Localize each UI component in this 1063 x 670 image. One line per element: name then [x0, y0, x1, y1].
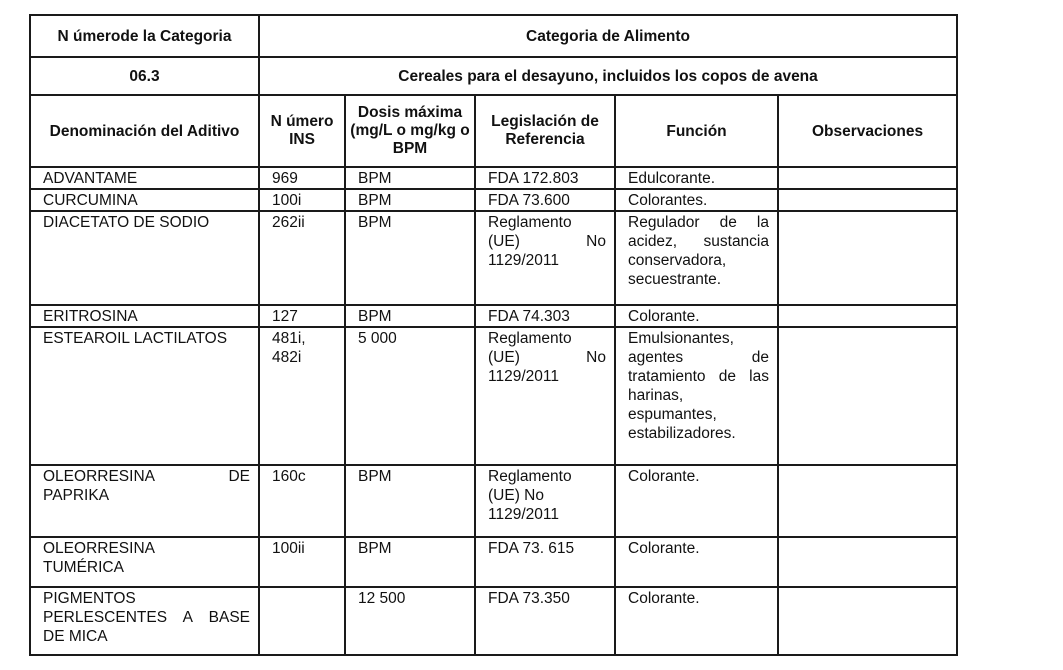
- cell-ins: 127: [259, 305, 345, 327]
- cell-dosis: 12 500: [345, 587, 475, 655]
- cell-ins: [259, 587, 345, 655]
- cell-observaciones: [778, 465, 957, 537]
- cell-ins: 481i, 482i: [259, 327, 345, 465]
- cell-denominacion: ADVANTAME: [30, 167, 259, 189]
- cell-denominacion: CURCUMINA: [30, 189, 259, 211]
- col-header-dosis: Dosis máxima (mg/L o mg/kg o BPM: [345, 95, 475, 167]
- cell-denominacion: DIACETATO DE SODIO: [30, 211, 259, 305]
- cell-ins: 160c: [259, 465, 345, 537]
- cell-dosis: BPM: [345, 189, 475, 211]
- cell-legislacion: FDA 74.303: [475, 305, 615, 327]
- cell-observaciones: [778, 587, 957, 655]
- cell-dosis: BPM: [345, 305, 475, 327]
- cell-denominacion: OLEORRESINA DE PAPRIKA: [30, 465, 259, 537]
- col-header-observaciones: Observaciones: [778, 95, 957, 167]
- cell-dosis: BPM: [345, 537, 475, 587]
- cell-legislacion: Reglamento (UE) No 1129/2011: [475, 211, 615, 305]
- cell-observaciones: [778, 189, 957, 211]
- cell-ins: 100i: [259, 189, 345, 211]
- col-header-denominacion: Denominación del Aditivo: [30, 95, 259, 167]
- cell-legislacion: FDA 73.350: [475, 587, 615, 655]
- table-row: [30, 587, 957, 655]
- cell-observaciones: [778, 305, 957, 327]
- cell-funcion: Colorante.: [615, 587, 778, 655]
- cell-observaciones: [778, 327, 957, 465]
- cell-funcion: Emulsionantes, agentes de tratamiento de las harinas, espumantes, estabilizadores.: [615, 327, 778, 465]
- cell-denominacion: ERITROSINA: [30, 305, 259, 327]
- cell-dosis: BPM: [345, 167, 475, 189]
- cell-ins: 262ii: [259, 211, 345, 305]
- cell-funcion: Edulcorante.: [615, 167, 778, 189]
- cell-funcion: Colorante.: [615, 465, 778, 537]
- cell-legislacion: Reglamento (UE) No 1129/2011: [475, 465, 615, 537]
- table-row: [30, 537, 957, 587]
- cell-legislacion: FDA 73. 615: [475, 537, 615, 587]
- cell-legislacion: FDA 73.600: [475, 189, 615, 211]
- cell-ins: 100ii: [259, 537, 345, 587]
- table-row: [30, 327, 957, 465]
- cell-ins: 969: [259, 167, 345, 189]
- col-header-funcion: Función: [615, 95, 778, 167]
- cell-dosis: BPM: [345, 211, 475, 305]
- additives-table: [29, 14, 958, 656]
- cell-funcion: Regulador de la acidez, sustancia conservadora, secuestrante.: [615, 211, 778, 305]
- cell-legislacion: FDA 172.803: [475, 167, 615, 189]
- cell-funcion: Colorante.: [615, 305, 778, 327]
- table-row: [30, 305, 957, 327]
- table-row: [30, 465, 957, 537]
- cell-observaciones: [778, 211, 957, 305]
- cell-observaciones: [778, 167, 957, 189]
- table-row: [30, 167, 957, 189]
- cell-dosis: 5 000: [345, 327, 475, 465]
- cell-funcion: Colorantes.: [615, 189, 778, 211]
- table-row: [30, 189, 957, 211]
- cell-denominacion: PIGMENTOS PERLESCENTES A BASE DE MICA: [30, 587, 259, 655]
- cell-denominacion: OLEORRESINA TUMÉRICA: [30, 537, 259, 587]
- categoria-alimento-header: Categoria de Alimento: [259, 15, 957, 57]
- col-header-legislacion: Legislación de Referencia: [475, 95, 615, 167]
- col-header-numero-ins: N úmero INS: [259, 95, 345, 167]
- cell-legislacion: Reglamento (UE) No 1129/2011: [475, 327, 615, 465]
- cell-funcion: Colorante.: [615, 537, 778, 587]
- table-row: [30, 211, 957, 305]
- numero-categoria-header: N úmerode la Categoria: [30, 15, 259, 57]
- cell-dosis: BPM: [345, 465, 475, 537]
- cell-denominacion: ESTEAROIL LACTILATOS: [30, 327, 259, 465]
- categoria-alimento-value: Cereales para el desayuno, incluidos los copos de avena: [259, 57, 957, 95]
- numero-categoria-value: 06.3: [30, 57, 259, 95]
- cell-observaciones: [778, 537, 957, 587]
